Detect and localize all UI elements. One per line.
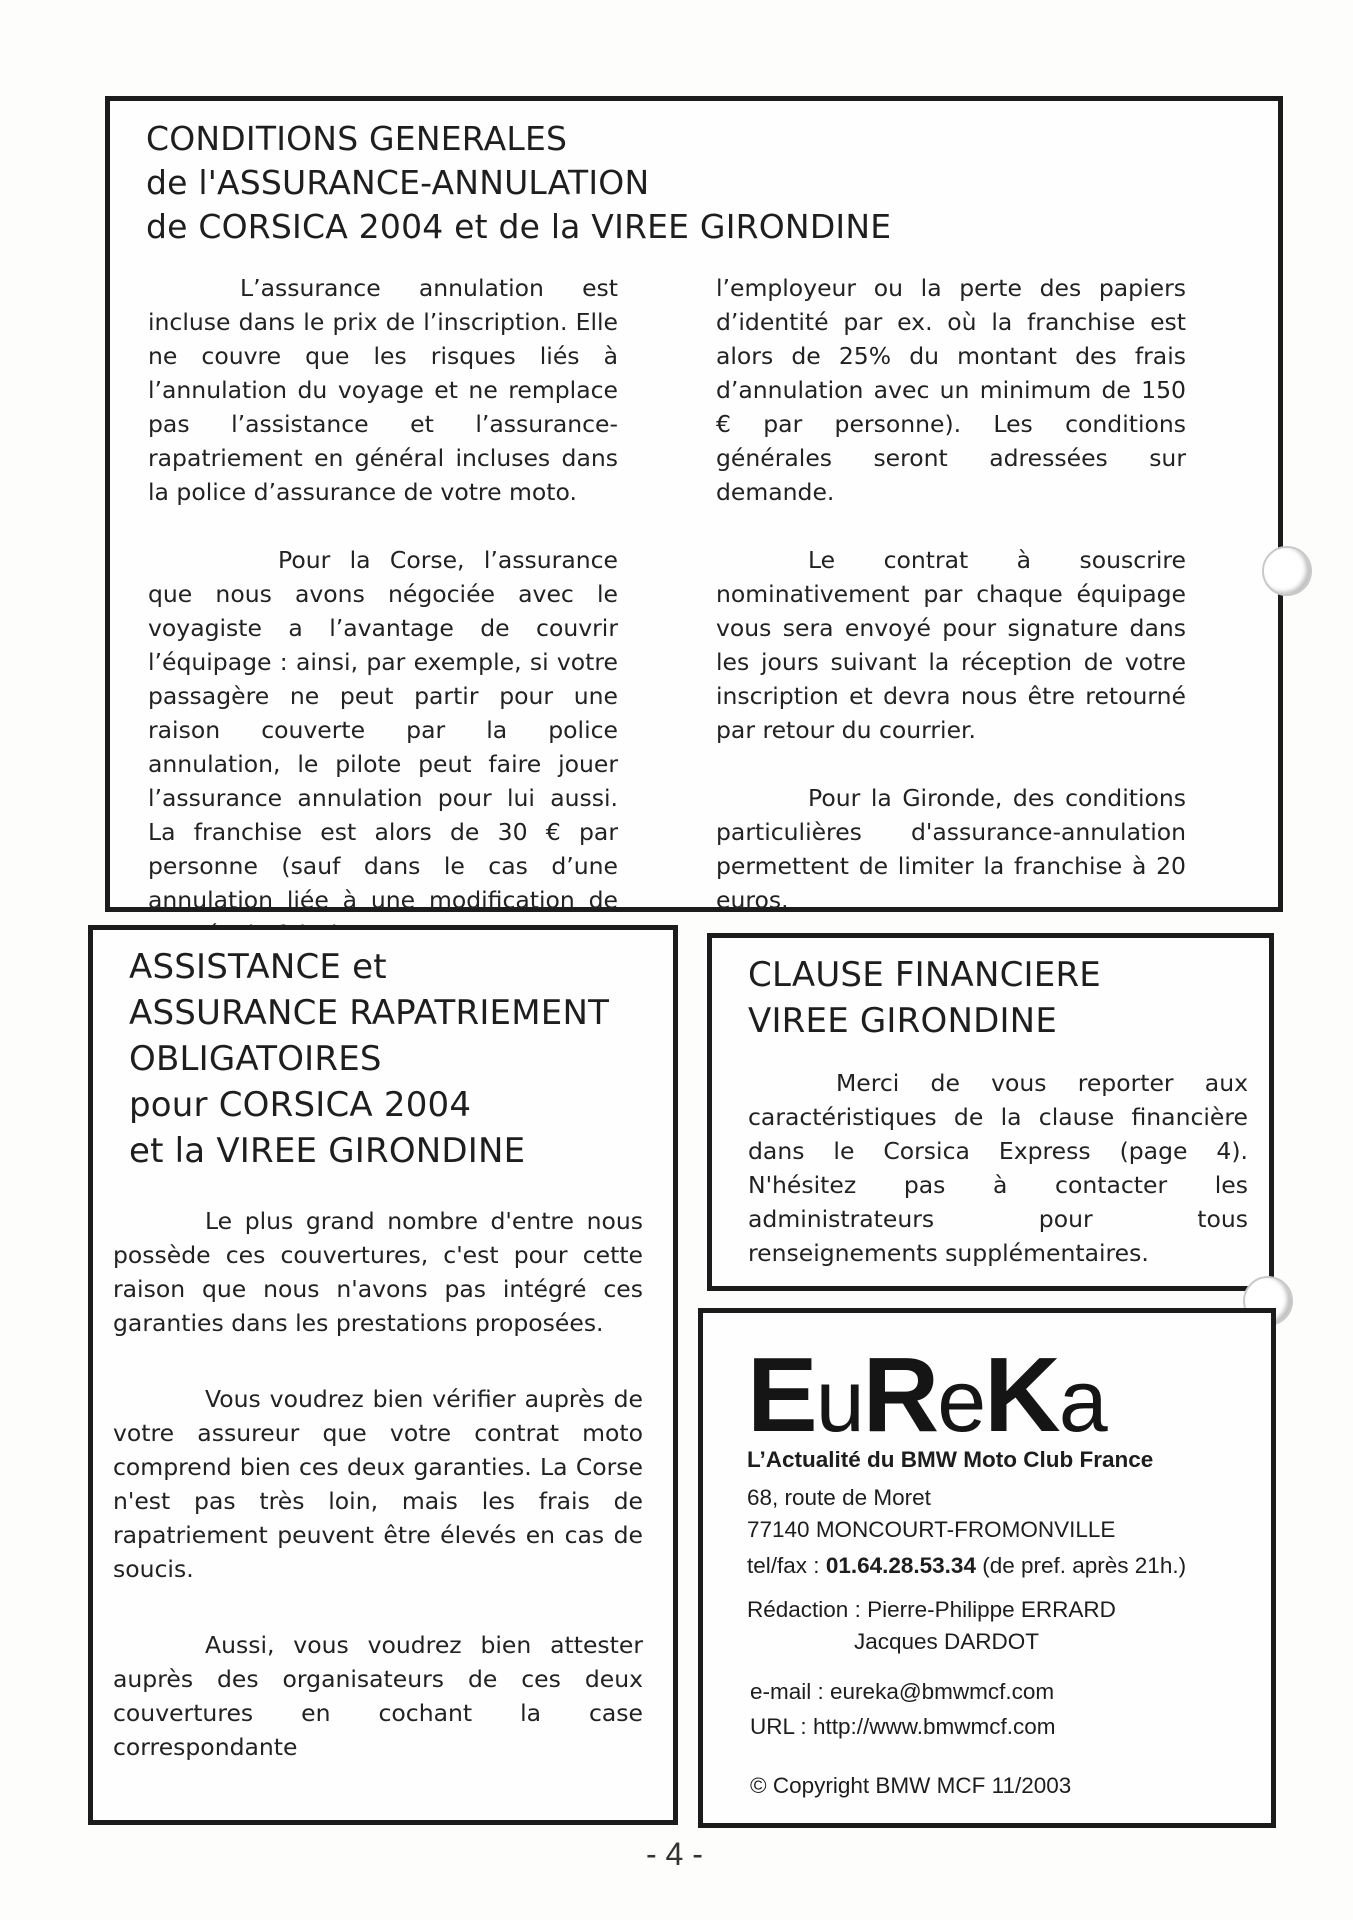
conditions-paragraph-text: Le contrat à souscrire nominativement par chaque équipage vous sera envoyé pour signature dans les jours suivant la réception de votre inscription et devra nous être retourné par retour du courrier.	[716, 546, 1186, 744]
clause-paragraph-text: Merci de vous reporter aux caractéristiques de la clause financière dans le Corsica Express (page 4). N'hésitez pas à contacter les administrateurs pour tous renseignements supplémentaires.	[748, 1069, 1248, 1267]
tel-number: 01.64.28.53.34	[825, 1553, 976, 1578]
logo-letter: u	[815, 1351, 863, 1450]
conditions-title-line-2: de l'ASSURANCE-ANNULATION	[146, 163, 650, 202]
assistance-paragraph	[113, 1204, 643, 1340]
assistance-paragraph-text: Le plus grand nombre d'entre nous possède ces couvertures, c'est pour cette raison que nous n'avons pas intégré ces garanties dans les prestations proposées.	[113, 1207, 643, 1337]
clause-body	[748, 1066, 1248, 1270]
logo-letter: a	[1058, 1351, 1106, 1450]
logo-letter: e	[937, 1351, 985, 1450]
url-label: URL :	[750, 1714, 807, 1739]
conditions-paragraph	[716, 271, 1186, 509]
clause-financiere-box	[707, 933, 1274, 1291]
conditions-paragraph	[716, 781, 1186, 917]
redaction-name: Pierre-Philippe ERRARD	[867, 1597, 1116, 1622]
redaction	[747, 1597, 1116, 1623]
tel-note: (de pref. après 21h.)	[982, 1553, 1187, 1578]
eureka-tagline: L’Actualité du BMW Moto Club France	[747, 1447, 1154, 1472]
email-link[interactable]: eureka@bmwmcf.com	[830, 1679, 1055, 1704]
email-label: e-mail :	[750, 1679, 824, 1704]
assistance-title-line-2: ASSURANCE RAPATRIEMENT	[129, 993, 610, 1033]
conditions-paragraph	[148, 271, 618, 509]
clause-title-line-2: VIREE GIRONDINE	[748, 1001, 1057, 1041]
conditions-title	[146, 117, 891, 249]
redaction-name: Jacques DARDOT	[854, 1629, 1040, 1654]
conditions-paragraph	[716, 543, 1186, 747]
tel-label: tel/fax :	[747, 1553, 820, 1578]
email	[750, 1679, 1054, 1705]
logo-letter: K	[984, 1336, 1059, 1454]
conditions-generales-box	[105, 96, 1283, 912]
conditions-paragraph	[148, 543, 618, 951]
address-line-1: 68, route de Moret	[747, 1485, 931, 1510]
assistance-paragraph-text: Vous voudrez bien vérifier auprès de votre assureur que votre contrat moto comprend bien ces deux garanties. La Corse n'est pas très loin, mais les frais de rapatriement peuvent être élevés en cas de soucis.	[113, 1385, 643, 1583]
conditions-paragraph-text: Pour la Gironde, des conditions particulières d'assurance-annulation permettent de limiter la franchise à 20 euros.	[716, 784, 1186, 914]
conditions-title-line-3: de CORSICA 2004 et de la VIREE GIRONDINE	[146, 207, 892, 246]
address-line-2: 77140 MONCOURT-FROMONVILLE	[747, 1517, 1116, 1542]
conditions-paragraph-text: l’employeur ou la perte des papiers d’identité par ex. où la franchise est alors de 25% du montant des frais d’annulation avec un minimum de 150 € par personne). Les conditions générales seront adressées sur demande.	[716, 274, 1186, 506]
tel-fax	[747, 1553, 1186, 1579]
assistance-box	[88, 925, 678, 1825]
conditions-paragraph-text: L’assurance annulation est incluse dans le prix de l’inscription. Elle ne couvre que les risques liés à l’annulation du voyage et ne remplace pas l’assistance et l’assurance-rapatriement en général incluses dans la police d’assurance de votre moto.	[148, 274, 618, 506]
clause-title	[748, 952, 1101, 1044]
eureka-logo	[747, 1336, 1106, 1454]
assistance-body	[113, 1204, 643, 1764]
assistance-paragraph-text: Aussi, vous voudrez bien attester auprès des organisateurs de ces deux couvertures en cochant la case correspondante	[113, 1631, 643, 1761]
clause-paragraph	[748, 1066, 1248, 1270]
logo-letter: E	[747, 1336, 816, 1454]
page-number: - 4 -	[646, 1836, 703, 1872]
assistance-title-line-3: OBLIGATOIRES	[129, 1039, 382, 1079]
conditions-right-column	[716, 271, 1186, 917]
assistance-title-line-1: ASSISTANCE et	[129, 947, 387, 987]
conditions-left-column	[148, 271, 618, 951]
url-link[interactable]: http://www.bmwmcf.com	[812, 1714, 1056, 1739]
assistance-title	[129, 944, 609, 1174]
redaction-label: Rédaction :	[747, 1597, 861, 1622]
conditions-title-line-1: CONDITIONS GENERALES	[146, 119, 568, 158]
conditions-paragraph-text: Pour la Corse, l’assurance que nous avons négociée avec le voyagiste a l’avantage de couvrir l’équipage : ainsi, par exemple, si votre passagère ne peut partir pour une raison couverte par la police annulation, le pilote peut faire jouer l’assurance annulation pour lui aussi. La franchise est alors de 30 € par personne (sauf dans le cas d’une annulation liée à une modification de	[148, 546, 618, 914]
logo-letter: R	[862, 1336, 938, 1454]
assistance-paragraph	[113, 1628, 643, 1764]
eureka-masthead-box	[698, 1308, 1276, 1828]
assistance-paragraph	[113, 1382, 643, 1586]
binder-hole-icon	[1262, 546, 1312, 596]
assistance-title-line-4: pour CORSICA 2004	[129, 1085, 472, 1125]
url	[750, 1714, 1056, 1740]
clause-title-line-1: CLAUSE FINANCIERE	[748, 955, 1101, 995]
assistance-title-line-5: et la VIREE GIRONDINE	[129, 1131, 526, 1171]
copyright: © Copyright BMW MCF 11/2003	[750, 1773, 1072, 1798]
